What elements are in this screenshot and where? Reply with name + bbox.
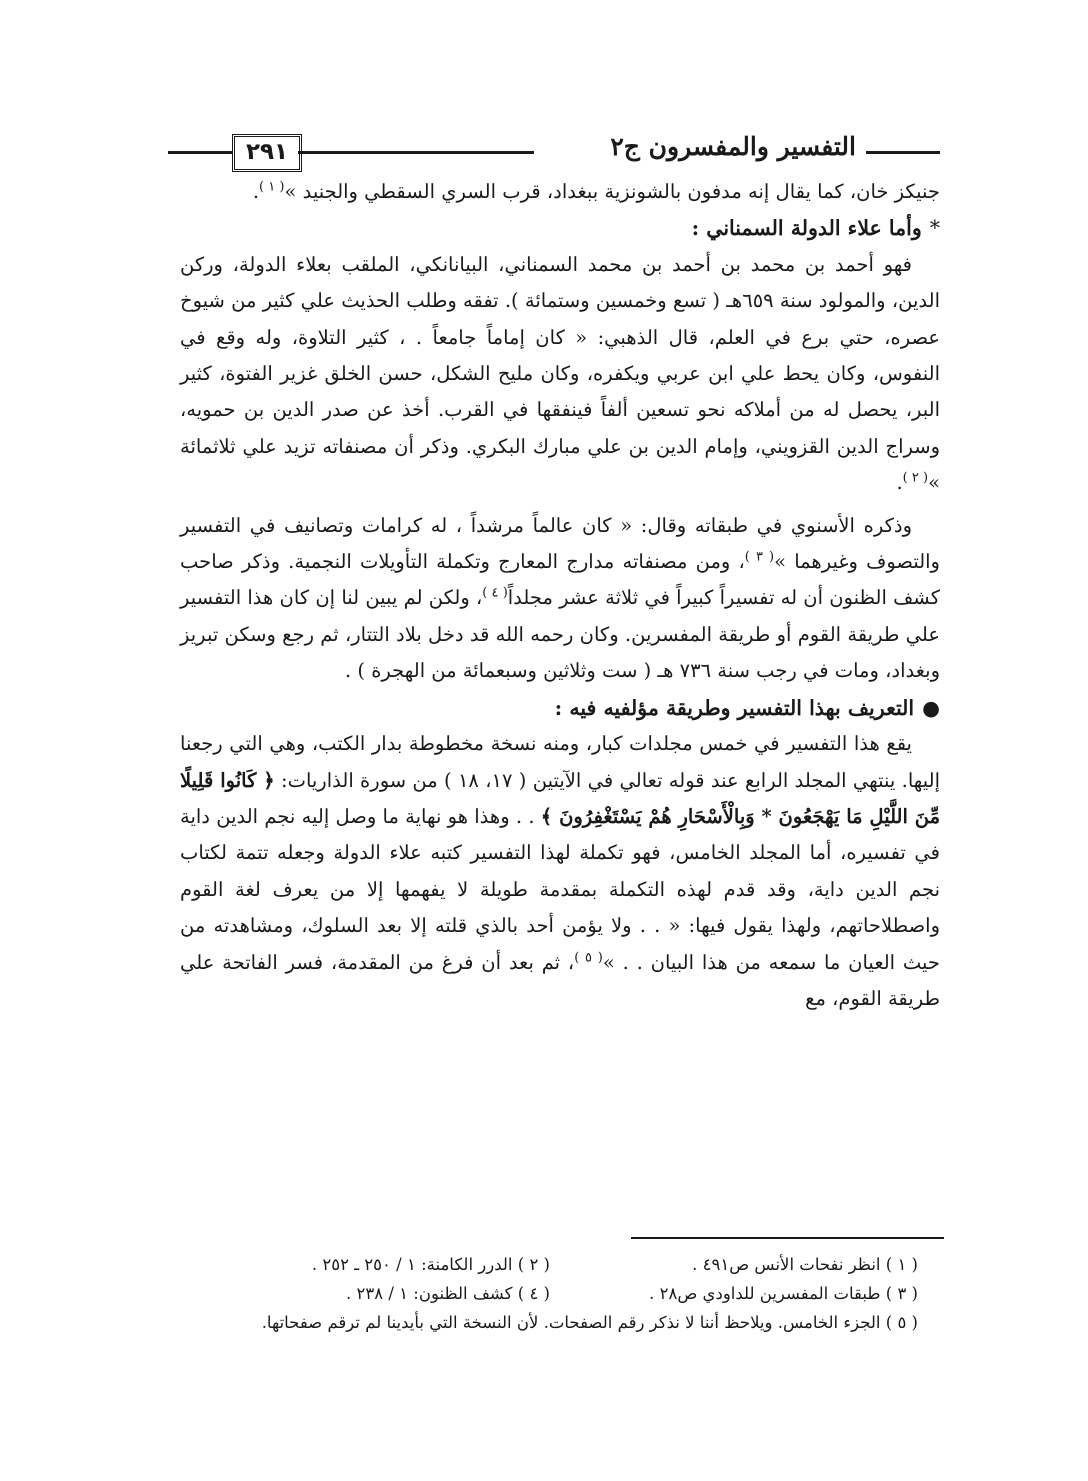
paragraph-text: ، ثم بعد أن فرغ من المقدمة، فسر الفاتحة علي طريقة القوم، مع: [180, 950, 940, 1010]
paragraph-biography: [180, 247, 940, 502]
paragraph-text: ، ومن مصنفاته مدارج المعارج وتكملة التأويلات النجمية. وذكر صاحب كشف الظنون أن له تفسيراً كبيراً في ثلاثة عشر مجلداً: [180, 550, 940, 610]
footnote-2: ( ٢ ) الدرر الكامنة: ١ / ٢٥٠ ـ ٢٥٢ .: [311, 1255, 550, 1274]
header-rule-middle: [298, 151, 534, 154]
paragraph-text: فهو أحمد بن محمد بن أحمد بن محمد السمناني، البيانانكي، الملقب بعلاء الدولة، وركن الدين، والمولود سنة ٦٥٩هـ ( تسع وخمسين وستمائة ). تفقه وطلب الحذيث علي كثير من شيوخ عصره، حتي برع في العلم، قال الذهبي: « كان إماماً جامعاً . ، كثير التلاوة، وله وقع في النفوس، وكان يحط علي ابن عربي ويكفره، وكان مليح الشكل، حسن الخلق غزير الفتوة، كثير البر، يحصل له من أملاكه نحو تسعين ألفاً فينفقها في القرب. أخذ عن صدر الدين بن حمويه، وسراج الدين القزويني، وإمام الدين بن علي مبارك البكري. وذكر أن مصنفاته تزيد علي ثلاثمائة »: [180, 252, 940, 495]
footnote-ref-3: ( ٣ ): [744, 549, 775, 565]
paragraph-text: . . وهذا هو نهاية ما وصل إليه نجم الدين داية في تفسيره، أما المجلد الخامس، فهو تكملة لهذا التفسير كتبه علاء الدولة وجعله تتمة لكتاب نجم الدين داية، وقد قدم لهذه التكملة بمقدمة طويلة لا يفهمها إلا من يعرف لغة القوم واصطلاحاتهم، ولهذا يقول فيها: « . . ولا يؤمن أحد بالذي قلته إلا بعد السلوك، ومشاهدته من حيث العيان ما سمعه من هذا البيان . . »: [180, 804, 940, 974]
section-heading-tafsir: [180, 690, 940, 726]
paragraph-end: .: [896, 471, 903, 495]
continued-paragraph: [180, 174, 940, 210]
paragraph-text: يقع هذا التفسير في خمس مجلدات كبار، ومنه نسخة مخطوطة بدار الكتب، وهي التي رجعنا إليها. ينتهي المجلد الرابع عند قوله تعالي في الآيتين ( ١٧، ١٨ ) من سورة الذاريات:: [180, 732, 940, 792]
paragraph-text: ، ولكن لم يبين لنا إن كان هذا التفسير علي طريقة القوم أو طريقة المفسرين. وكان رحمه الله قد دخل بلاد التتار، ثم رجع وسكن تبريز وبغداد، ومات في رجب سنة ٧٣٦ هـ ( ست وثلاثين وسبعمائة من الهجرة ) .: [180, 586, 940, 683]
footnote-row: [180, 1279, 940, 1308]
paragraph-asnawi: [180, 508, 940, 690]
continued-end: .: [252, 180, 260, 203]
asterisk-marker-icon: *: [929, 216, 940, 241]
footnote-5: ( ٥ ) الجزء الخامس. ويلاحظ أننا لا نذكر رقم الصفحات. لأن النسخة التي بأيدينا لم ترقم صفحاتها.: [261, 1313, 918, 1332]
paragraph-text: وذكره الأسنوي في طبقاته وقال: « كان عالماً مرشداً ، له كرامات وتصانيف في التفسير والتصوف وغيرهما »: [180, 513, 940, 574]
header-rule-left: [168, 151, 232, 154]
bullet-marker-icon: ●: [922, 695, 940, 720]
running-title: التفسير والمفسرون ج٢: [610, 132, 856, 161]
footnote-ref-1: ( ١ ): [259, 179, 285, 195]
footnote-ref-2: ( ٢ ): [902, 470, 929, 486]
footnote-row: [180, 1250, 940, 1279]
paragraph-description: [180, 726, 940, 1017]
header-rule-right: [866, 151, 940, 154]
section-heading-semnani: [180, 210, 940, 246]
footnote-4: ( ٤ ) كشف الظنون: ١ / ٢٣٨ .: [346, 1284, 550, 1303]
page-number: ٢٩١: [232, 134, 302, 172]
footnote-ref-4: ( ٤ ): [482, 585, 508, 601]
footnote-3: ( ٣ ) طبقات المفسرين للداودي ص٢٨ .: [649, 1284, 918, 1303]
page-header: [168, 128, 940, 170]
quran-verse: ﴿ كَانُوا قَلِيلًا مِّنَ اللَّيْلِ مَا يَهْجَعُونَ * وَبِالْأَسْحَارِ هُمْ يَسْتَغْفِرُونَ ﴾: [180, 768, 941, 828]
footnote-1: ( ١ ) انظر نفحات الأنس ص٤٩١ .: [692, 1255, 918, 1274]
footnote-ref-5: ( ٥ ): [574, 950, 603, 966]
heading-text: وأما علاء الدولة السمناني :: [691, 216, 922, 241]
main-text: [180, 174, 940, 1017]
footnote-separator: [631, 1237, 944, 1239]
heading-text: التعريف بهذا التفسير وطريقة مؤلفيه فيه :: [554, 695, 915, 720]
footnotes: [180, 1250, 940, 1337]
continued-text: جنيكز خان، كما يقال إنه مدفون بالشونزية ببغداد، قرب السري السقطي والجنيد »: [284, 180, 940, 203]
